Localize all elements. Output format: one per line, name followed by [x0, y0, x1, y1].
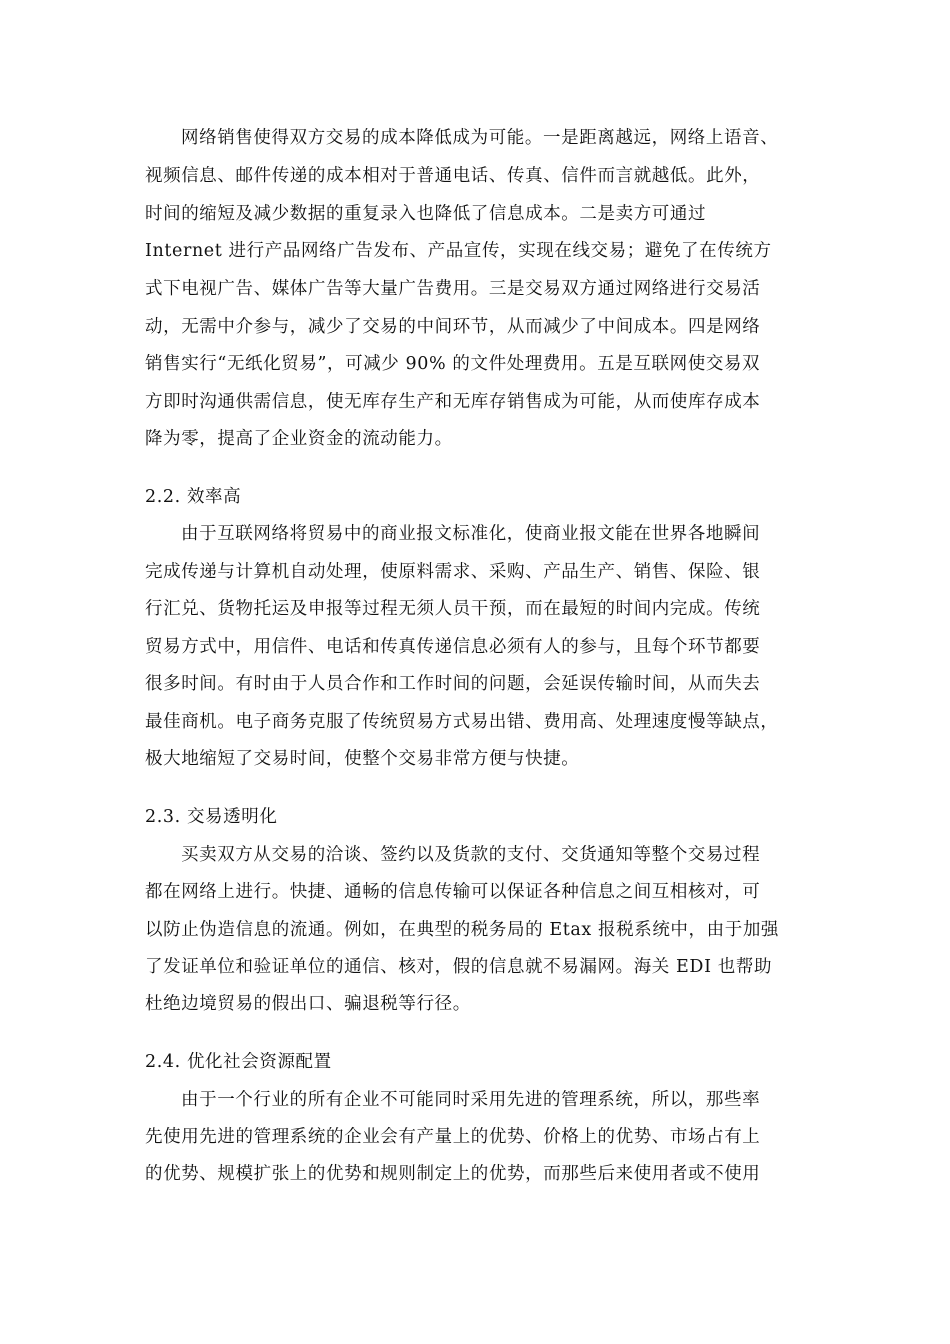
- paragraph-line: 杜绝边境贸易的假出口、骗退税等行径。: [145, 994, 471, 1014]
- paragraph-line: 的优势、规模扩张上的优势和规则制定上的优势，而那些后来使用者或不使用: [145, 1164, 761, 1184]
- paragraph-line: 方即时沟通供需信息，使无库存生产和无库存销售成为可能，从而使库存成本: [145, 392, 761, 412]
- paragraph-line: 视频信息、邮件传递的成本相对于普通电话、传真、信件而言就越低。此外，: [145, 166, 761, 186]
- paragraph-line: 了发证单位和验证单位的通信、核对，假的信息就不易漏网。海关 EDI 也帮助: [145, 957, 773, 977]
- paragraph-line: 降为零，提高了企业资金的流动能力。: [145, 429, 453, 449]
- paragraph-line: 动，无需中介参与，减少了交易的中间环节，从而减少了中间成本。四是网络: [145, 317, 761, 337]
- paragraph-line: 由于互联网络将贸易中的商业报文标准化，使商业报文能在世界各地瞬间: [181, 524, 761, 544]
- paragraph-line: 极大地缩短了交易时间，使整个交易非常方便与快捷。: [145, 749, 580, 769]
- paragraph-line: 由于一个行业的所有企业不可能同时采用先进的管理系统，所以，那些率: [181, 1090, 761, 1110]
- paragraph-line: 都在网络上进行。快捷、通畅的信息传输可以保证各种信息之间互相核对，可: [145, 882, 761, 902]
- paragraph-line: 网络销售使得双方交易的成本降低成为可能。一是距离越远，网络上语音、: [181, 128, 779, 148]
- paragraph-line: 贸易方式中，用信件、电话和传真传递信息必须有人的参与，且每个环节都要: [145, 637, 761, 657]
- paragraph-line: 销售实行“无纸化贸易”，可减少 90% 的文件处理费用。五是互联网使交易双: [145, 354, 761, 374]
- paragraph-line: 以防止伪造信息的流通。例如，在典型的税务局的 Etax 报税系统中，由于加强: [145, 920, 780, 940]
- section-heading-2-2: 2.2. 效率高: [145, 487, 242, 507]
- paragraph-line: 最佳商机。电子商务克服了传统贸易方式易出错、费用高、处理速度慢等缺点，: [145, 712, 779, 732]
- paragraph-line: 完成传递与计算机自动处理，使原料需求、采购、产品生产、销售、保险、银: [145, 562, 761, 582]
- paragraph-line: 时间的缩短及减少数据的重复录入也降低了信息成本。二是卖方可通过: [145, 204, 707, 224]
- section-heading-2-3: 2.3. 交易透明化: [145, 807, 278, 827]
- section-heading-2-4: 2.4. 优化社会资源配置: [145, 1052, 332, 1072]
- paragraph-line: 很多时间。有时由于人员合作和工作时间的问题，会延误传输时间，从而失去: [145, 674, 761, 694]
- paragraph-line: 买卖双方从交易的洽谈、签约以及货款的支付、交货通知等整个交易过程: [181, 845, 761, 865]
- paragraph-line: Internet 进行产品网络广告发布、产品宣传，实现在线交易；避免了在传统方: [145, 241, 772, 261]
- paragraph-line: 式下电视广告、媒体广告等大量广告费用。三是交易双方通过网络进行交易活: [145, 279, 761, 299]
- paragraph-line: 行汇兑、货物托运及申报等过程无须人员干预，而在最短的时间内完成。传统: [145, 599, 761, 619]
- paragraph-line: 先使用先进的管理系统的企业会有产量上的优势、价格上的优势、市场占有上: [145, 1127, 761, 1147]
